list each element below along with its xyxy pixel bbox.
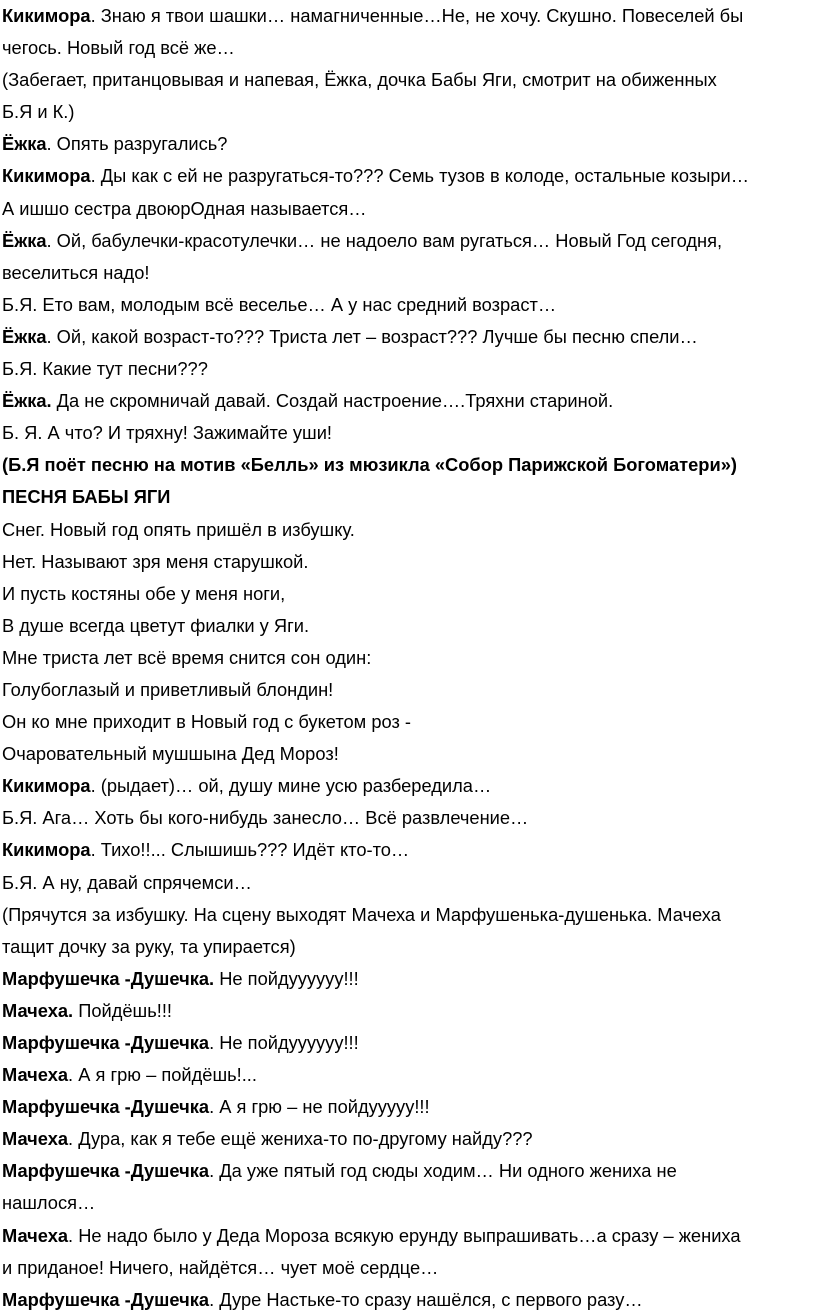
line-text: Мне триста лет всё время снится сон один: [2,646,372,668]
line-text: Голубоглазый и приветливый блондин! [2,678,334,700]
text-line [2,963,812,995]
speaker-name: Мачеха [2,1128,69,1150]
line-text: Б.Я и К.) [2,101,75,123]
line-text: . Ды как с ей не разругаться-то??? Семь тузов в колоде, остальные козыри… [90,165,750,187]
speaker-name: Ёжка [2,325,47,347]
speaker-name: Ёжка [2,133,47,155]
speaker-name: Ёжка [2,229,47,251]
text-line [2,449,812,481]
line-text: Б.Я. Какие тут песни??? [2,358,208,380]
text-line [2,193,812,225]
speaker-name: Ёжка. [2,390,52,412]
speaker-name: Марфушечка -Душечка [2,1032,210,1053]
text-line [2,0,812,32]
line-text: . А я грю – пойдёшь!... [68,1064,257,1086]
text-line [2,1220,812,1252]
text-line [2,417,812,449]
text-line [2,867,812,899]
text-line [2,32,812,64]
line-text: . Дуре Настьке-то сразу нашёлся, с первого разу… [209,1288,643,1310]
line-text: и приданое! Ничего, найдётся… чует моё сердце… [2,1256,439,1278]
speaker-name: Мачеха [2,1224,69,1246]
text-line [2,96,812,128]
speaker-name: Кикимора [2,775,91,797]
line-text: тащит дочку за руку, та упирается) [2,935,296,957]
text-line [2,385,812,417]
text-line [2,706,812,738]
text-line [2,738,812,770]
text-line [2,225,812,257]
line-text: Снег. Новый год опять пришёл в избушку. [2,518,355,540]
text-line [2,931,812,963]
line-text: Б.Я. Ето вам, молодым всё веселье… А у нас средний возраст… [2,293,557,315]
line-text: И пусть костяны обе у меня ноги, [2,582,286,604]
text-line [2,353,812,385]
text-line [2,674,812,706]
line-text: Нет. Называют зря меня старушкой. [2,550,309,572]
line-text: . Опять разругались? [46,133,228,155]
text-line [2,770,812,802]
speaker-name: ПЕСНЯ БАБЫ ЯГИ [2,486,171,508]
line-text: Б.Я. Ага… Хоть бы кого-нибудь занесло… Всё развлечение… [2,807,529,829]
text-line [2,1027,812,1059]
line-text: Не пойдуууууу!!! [214,967,359,989]
text-line [2,610,812,642]
text-line [2,995,812,1027]
text-line [2,1252,812,1284]
text-line [2,1187,812,1219]
speaker-name: Кикимора [2,5,91,26]
text-line [2,128,812,160]
text-line [2,642,812,674]
text-line [2,514,812,546]
text-line [2,802,812,834]
text-line [2,321,812,353]
speaker-name: Кикимора [2,165,91,187]
line-text: Да не скромничай давай. Создай настроение….Тряхни стариной. [51,390,614,412]
line-text: . Не пойдуууууу!!! [209,1032,359,1053]
text-line [2,1284,812,1316]
line-text: . Да уже пятый год сюды ходим… Ни одного жениха не [209,1160,677,1182]
line-text: Б.Я. А ну, давай спрячемси… [2,871,252,893]
text-line [2,1155,812,1187]
line-text: Пойдёшь!!! [73,999,172,1021]
script-text [2,0,812,1316]
line-text: . Тихо!!... Слышишь??? Идёт кто-то… [90,839,410,861]
speaker-name: Марфушечка -Душечка [2,1096,210,1118]
text-line [2,1091,812,1123]
line-text: (Прячутся за избушку. На сцену выходят Мачеха и Марфушенька-душенька. Мачеха [2,903,721,925]
text-line [2,160,812,192]
text-line [2,578,812,610]
line-text: . (рыдает)… ой, душу мине усю разбередила… [90,775,492,797]
text-line [2,1059,812,1091]
line-text: В душе всегда цветут фиалки у Яги. [2,614,310,636]
line-text: . Знаю я твои шашки… намагниченные…Не, не хочу. Скушно. Повеселей бы [90,5,744,26]
line-text: Он ко мне приходит в Новый год с букетом роз - [2,711,411,733]
text-line [2,289,812,321]
line-text: веселиться надо! [2,261,150,283]
speaker-name: Марфушечка -Душечка [2,1160,210,1182]
text-line [2,481,812,513]
line-text: . Ой, бабулечки-красотулечки… не надоело вам ругаться… Новый Год сегодня, [46,229,723,251]
speaker-name: Кикимора [2,839,91,861]
text-line [2,1123,812,1155]
line-text: . Дура, как я тебе ещё жениха-то по-другому найду??? [68,1128,533,1150]
line-text: нашлося… [2,1192,96,1214]
speaker-name: Марфушечка -Душечка [2,1288,210,1310]
speaker-name: Мачеха [2,1064,69,1086]
line-text: А ишшо сестра двоюрОдная называется… [2,197,367,219]
text-line [2,899,812,931]
text-line [2,257,812,289]
speaker-name: Мачеха. [2,999,74,1021]
speaker-name: (Б.Я поёт песню на мотив «Белль» из мюзикла «Собор Парижской Богоматери») [2,454,737,476]
line-text: Б. Я. А что? И тряхну! Зажимайте уши! [2,422,332,444]
line-text: чегось. Новый год всё же… [2,37,235,59]
line-text: . Ой, какой возраст-то??? Триста лет – возраст??? Лучше бы песню спели… [46,325,698,347]
speaker-name: Марфушечка -Душечка. [2,967,215,989]
line-text: . Не надо было у Деда Мороза всякую ерунду выпрашивать…а сразу – жениха [68,1224,741,1246]
line-text: Очаровательный мушшына Дед Мороз! [2,743,339,765]
line-text: (Забегает, пританцовывая и напевая, Ёжка, дочка Бабы Яги, смотрит на обиженных [2,69,717,91]
text-line [2,64,812,96]
text-line [2,546,812,578]
line-text: . А я грю – не пойдууууу!!! [209,1096,430,1118]
text-line [2,834,812,866]
